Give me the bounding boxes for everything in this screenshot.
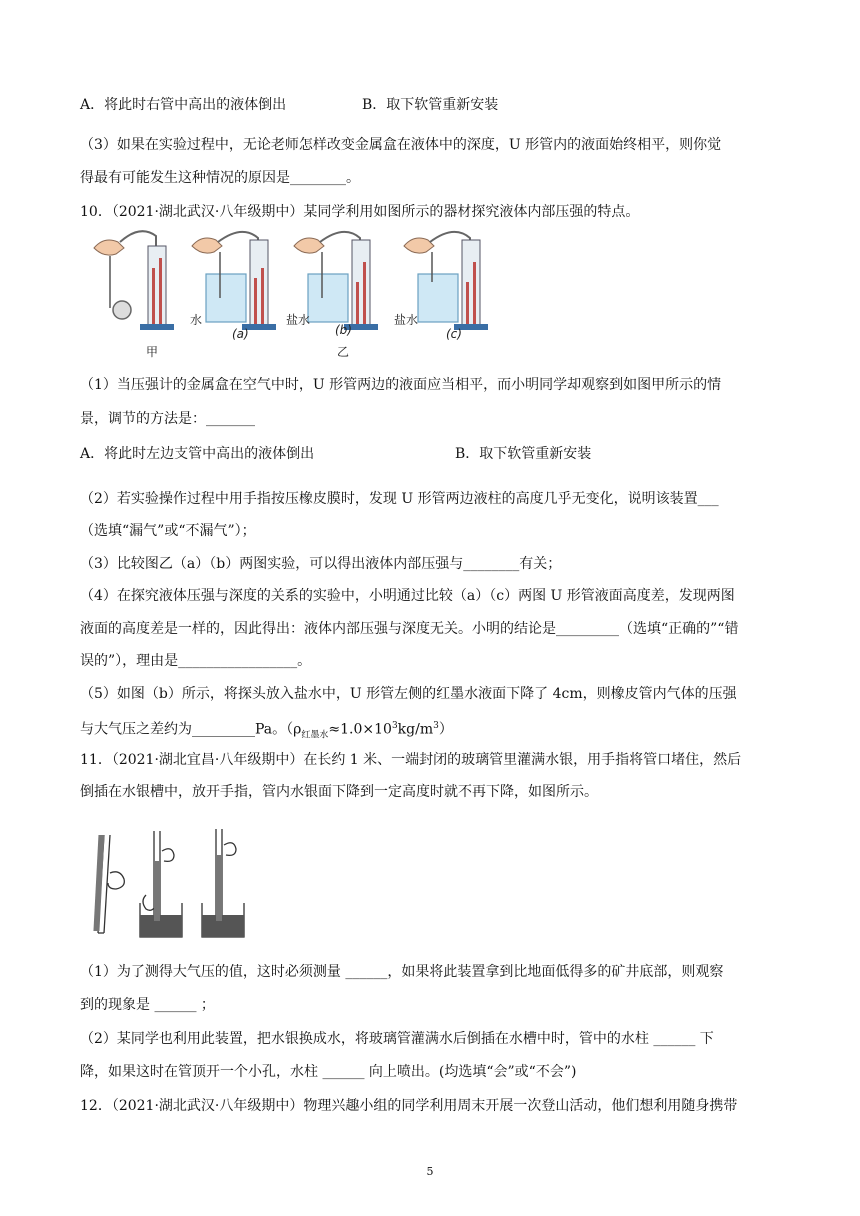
question-line: （5）如图（b）所示，将探头放入盐水中，U 形管左侧的红墨水液面下降了 4cm，则橡皮管内气体的压强: [80, 686, 737, 702]
question-line: 液面的高度差是一样的，因此得出：液体内部压强与深度无关。小明的结论是_________（选填“正确的”“错: [80, 621, 739, 637]
question-line: （1）当压强计的金属盒在空气中时，U 形管两边的液面应当相平，而小明同学却观察到如图甲所示的情: [80, 377, 722, 393]
figure-label-c: (c): [446, 327, 462, 341]
figure-label-salt-water: 盐水: [286, 313, 311, 327]
question-line: （2）若实验操作过程中用手指按压橡皮膜时，发现 U 形管两边液柱的高度几乎无变化，说明该装置___: [80, 491, 719, 507]
question-line: 误的”），理由是_________________。: [80, 653, 312, 669]
option-b: B．取下软管重新安装: [362, 97, 499, 113]
figure-label-a: (a): [232, 327, 249, 341]
gauge-a-illustration: [192, 232, 276, 330]
question-12-title: 12．（2021·湖北武汉·八年级期中）物理兴趣小组的同学利用周末开展一次登山活动，他们想利用随身携带: [80, 1098, 738, 1114]
torricelli-figure: [82, 825, 262, 945]
question-line: 得最有可能发生这种情况的原因是________。: [80, 170, 360, 186]
option-a: A．将此时左边支管中高出的液体倒出: [80, 446, 315, 462]
question-line: （4）在探究液体压强与深度的关系的实验中，小明通过比较（a）（c）两图 U 形管液面高度差，发现两图: [80, 588, 735, 604]
question-line: （选填“漏气”或“不漏气”）；: [80, 523, 256, 539]
question-10-title: 10．（2021·湖北武汉·八年级期中）某同学利用如图所示的器材探究液体内部压强的特点。: [80, 204, 640, 220]
formula-text: 与大气压之差约为_________Pa。（ρ: [80, 721, 302, 738]
figure-label-b: (b): [335, 323, 352, 337]
formula-subscript: 红墨水: [301, 730, 329, 741]
figure-label-yi: 乙: [337, 345, 350, 359]
gauge-jia-illustration: [94, 231, 174, 330]
formula-text: kg/m: [397, 721, 434, 738]
question-line-formula: [80, 716, 453, 745]
option-b: B．取下软管重新安装: [455, 446, 592, 462]
question-line: 景，调节的方法是：_______: [80, 411, 255, 427]
formula-text: ）: [438, 721, 453, 738]
formula-superscript: 3: [391, 721, 398, 731]
question-line: 倒插在水银槽中，放开手指，管内水银面下降到一定高度时就不再下降，如图所示。: [80, 784, 598, 800]
question-line: （2）某同学也利用此装置，把水银换成水，将玻璃管灌满水后倒插在水槽中时，管中的水柱 ______ 下: [80, 1031, 714, 1047]
question-11-title: 11．（2021·湖北宜昌·八年级期中）在长约 1 米、一端封闭的玻璃管里灌满水银，用手指将管口堵住，然后: [80, 752, 742, 768]
page-number: 5: [426, 1165, 434, 1178]
pressure-gauge-figure: [80, 228, 500, 358]
figure-label-water: 水: [190, 313, 203, 327]
option-a: A．将此时右管中高出的液体倒出: [80, 97, 287, 113]
formula-text: ≈1.0×10: [328, 721, 392, 738]
figure-label-salt-water: 盐水: [394, 313, 419, 327]
question-line: （3）比较图乙（a）（b）两图实验，可以得出液体内部压强与________有关；: [80, 556, 562, 572]
question-line: （3）如果在实验过程中，无论老师怎样改变金属盒在液体中的深度，U 形管内的液面始终相平，则你觉: [80, 137, 722, 153]
question-line: 降，如果这时在管顶开一个小孔，水柱 ______ 向上喷出。(均选填“会”或“不会”): [80, 1064, 577, 1080]
formula-superscript: 3: [433, 721, 439, 731]
question-line: 到的现象是 ______ ；: [80, 997, 215, 1013]
question-line: （1）为了测得大气压的值，这时必须测量 ______，如果将此装置拿到比地面低得多的矿井底部，则观察: [80, 964, 724, 980]
figure-label-jia: 甲: [146, 345, 159, 359]
